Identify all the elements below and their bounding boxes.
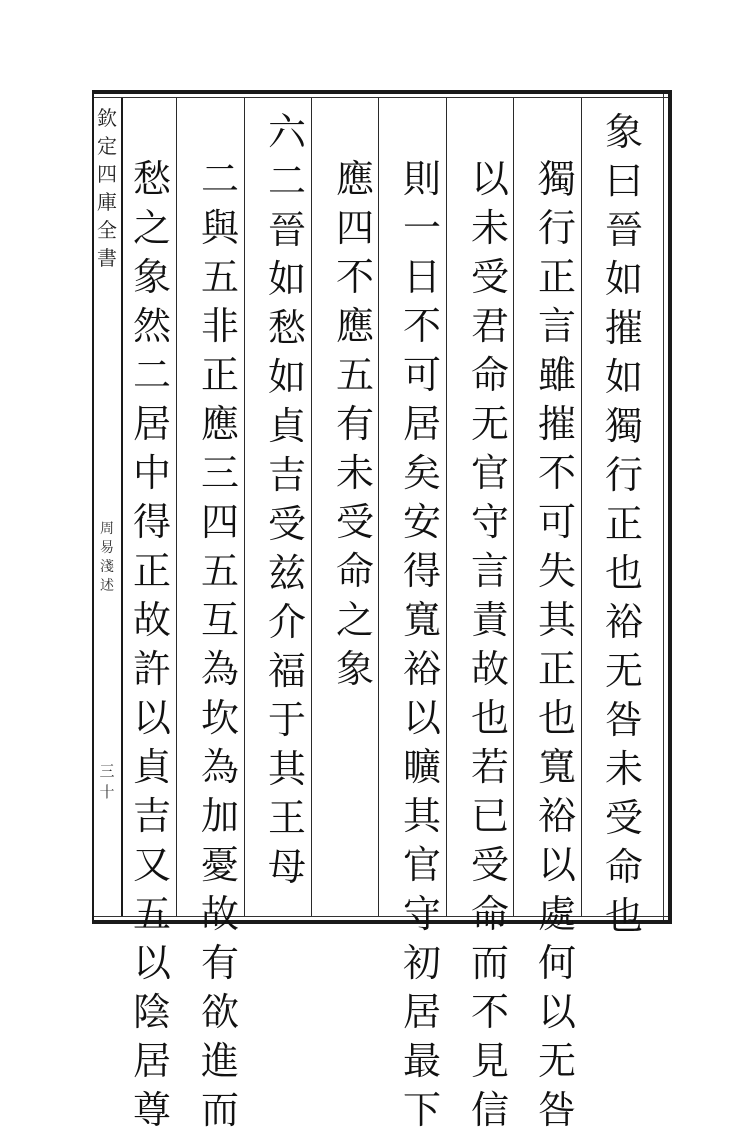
character: 五: [132, 892, 171, 936]
character: 二: [267, 159, 306, 203]
character: 其: [537, 598, 576, 642]
frame-bottom-inner-border: [92, 916, 672, 917]
character: 日: [402, 255, 441, 299]
character: 正: [132, 549, 171, 593]
character: 中: [132, 451, 171, 495]
character: 應: [200, 402, 239, 446]
character: 又: [132, 843, 171, 887]
character: 欽: [97, 106, 117, 130]
character: 象: [132, 255, 171, 299]
character: 不: [537, 451, 576, 495]
character: 然: [132, 304, 171, 348]
character: 不: [402, 304, 441, 348]
character: 君: [470, 304, 509, 348]
character: 其: [267, 747, 306, 791]
character: 可: [537, 500, 576, 544]
text-column-2: [535, 155, 579, 1135]
character: 摧: [604, 306, 643, 350]
character: 四: [335, 206, 374, 250]
character: 其: [402, 794, 441, 838]
column-rule: [513, 98, 514, 916]
character: 如: [604, 355, 643, 399]
frame-right-border: [668, 90, 672, 924]
character: 寬: [537, 745, 576, 789]
character: 未: [604, 747, 643, 791]
character: 下: [402, 1088, 441, 1132]
character: 五: [335, 353, 374, 397]
character: 加: [200, 794, 239, 838]
character: 五: [200, 549, 239, 593]
character: 官: [402, 843, 441, 887]
character: 咎: [537, 1088, 576, 1132]
character: 不: [470, 990, 509, 1034]
character: 四: [97, 162, 117, 186]
character: 責: [470, 598, 509, 642]
character: 六: [267, 110, 306, 154]
character: 言: [470, 549, 509, 593]
character: 无: [604, 649, 643, 693]
character: 貞: [267, 404, 306, 448]
character: 若: [470, 745, 509, 789]
character: 无: [470, 402, 509, 446]
character: 正: [604, 502, 643, 546]
character: 也: [604, 894, 643, 938]
character: 應: [335, 304, 374, 348]
character: 見: [470, 1039, 509, 1083]
character: 裕: [402, 647, 441, 691]
character: 行: [537, 206, 576, 250]
character: 而: [200, 1088, 239, 1132]
character: 如: [267, 257, 306, 301]
character: 獨: [604, 404, 643, 448]
character: 言: [537, 304, 576, 348]
character: 兹: [267, 551, 306, 595]
character: 居: [132, 402, 171, 446]
character: 正: [537, 647, 576, 691]
character: 行: [604, 453, 643, 497]
character: 互: [200, 598, 239, 642]
character: 命: [470, 892, 509, 936]
character: 故: [200, 892, 239, 936]
character: 介: [267, 600, 306, 644]
text-column-4: [400, 155, 444, 1135]
character: 正: [200, 353, 239, 397]
character: 不: [335, 255, 374, 299]
character: 福: [267, 649, 306, 693]
character: 裕: [604, 600, 643, 644]
character: 陰: [132, 990, 171, 1034]
character: 以: [402, 696, 441, 740]
character: 无: [537, 1039, 576, 1083]
character: 得: [402, 549, 441, 593]
section-title: [98, 520, 116, 596]
frame-top-border: [92, 90, 672, 94]
character: 欲: [200, 990, 239, 1034]
character: 以: [470, 157, 509, 201]
character: 為: [200, 647, 239, 691]
character: 未: [335, 451, 374, 495]
character: 有: [200, 941, 239, 985]
character: 晉: [267, 208, 306, 252]
column-rule: [378, 98, 379, 916]
frame-right-inner-border: [663, 94, 664, 920]
character: 三: [200, 451, 239, 495]
character: 曰: [604, 159, 643, 203]
character: 貞: [132, 745, 171, 789]
character: 最: [402, 1039, 441, 1083]
character: 何: [537, 941, 576, 985]
character: 而: [470, 941, 509, 985]
character: 以: [132, 941, 171, 985]
character: 庫: [97, 190, 117, 214]
character: 獨: [537, 157, 576, 201]
book-title: [96, 104, 118, 272]
character: 許: [132, 647, 171, 691]
character: 易: [100, 540, 114, 556]
character: 進: [200, 1039, 239, 1083]
character: 失: [537, 549, 576, 593]
character: 四: [200, 500, 239, 544]
character: 居: [402, 402, 441, 446]
character: 故: [470, 647, 509, 691]
character: 愁: [267, 306, 306, 350]
character: 受: [470, 255, 509, 299]
character: 為: [200, 745, 239, 789]
character: 已: [470, 794, 509, 838]
character: 也: [604, 551, 643, 595]
character: 摧: [537, 402, 576, 446]
character: 吉: [132, 794, 171, 838]
frame-top-inner-border: [92, 97, 672, 98]
margin-divider: [121, 98, 123, 916]
character: 處: [537, 892, 576, 936]
character: 則: [402, 157, 441, 201]
character: 二: [200, 157, 239, 201]
character: 書: [97, 246, 117, 270]
character: 可: [402, 353, 441, 397]
character: 未: [470, 206, 509, 250]
character: 尊: [132, 1088, 171, 1132]
character: 守: [402, 892, 441, 936]
character: 寬: [402, 598, 441, 642]
character: 咎: [604, 698, 643, 742]
character: 安: [402, 500, 441, 544]
text-column-3: [468, 155, 512, 1135]
character: 淺: [100, 559, 114, 575]
character: 憂: [200, 843, 239, 887]
character: 居: [402, 990, 441, 1034]
character: 命: [604, 845, 643, 889]
text-column-1: [602, 108, 646, 941]
character: 象: [335, 647, 374, 691]
character: 象: [604, 110, 643, 154]
character: 如: [604, 257, 643, 301]
frame-left-border: [92, 90, 94, 924]
character: 非: [200, 304, 239, 348]
character: 受: [267, 502, 306, 546]
character: 如: [267, 355, 306, 399]
character: 信: [470, 1088, 509, 1132]
character: 母: [267, 845, 306, 889]
character: 正: [537, 255, 576, 299]
frame-bottom-border: [92, 920, 672, 924]
character: 命: [470, 353, 509, 397]
character: 矣: [402, 451, 441, 495]
character: 以: [132, 696, 171, 740]
text-column-7: [198, 155, 242, 1135]
character: 應: [335, 157, 374, 201]
character: 之: [132, 206, 171, 250]
character: 有: [335, 402, 374, 446]
character: 周: [100, 521, 114, 537]
character: 初: [402, 941, 441, 985]
page-number: 三十: [99, 762, 115, 801]
character: 故: [132, 598, 171, 642]
character: 五: [200, 255, 239, 299]
text-column-8: [130, 155, 174, 1135]
character: 官: [470, 451, 509, 495]
character: 裕: [537, 794, 576, 838]
character: 曠: [402, 745, 441, 789]
character: 定: [97, 134, 117, 158]
character: 居: [132, 1039, 171, 1083]
column-rule: [311, 98, 312, 916]
character: 以: [537, 990, 576, 1034]
character: 雖: [537, 353, 576, 397]
character: 全: [97, 218, 117, 242]
character: 命: [335, 549, 374, 593]
character: 王: [267, 796, 306, 840]
character: 吉: [267, 453, 306, 497]
character: 以: [537, 843, 576, 887]
character: 守: [470, 500, 509, 544]
character: 述: [100, 578, 114, 594]
character: 也: [470, 696, 509, 740]
character: 一: [402, 206, 441, 250]
character: 受: [470, 843, 509, 887]
character: 得: [132, 500, 171, 544]
character: 也: [537, 696, 576, 740]
column-rule: [446, 98, 447, 916]
character: 于: [267, 698, 306, 742]
character: 受: [335, 500, 374, 544]
column-rule: [176, 98, 177, 916]
column-rule: [244, 98, 245, 916]
column-rule: [581, 98, 582, 916]
text-column-5: [333, 155, 377, 694]
character: 二: [132, 353, 171, 397]
character: 坎: [200, 696, 239, 740]
text-column-6: [265, 108, 309, 892]
character: 之: [335, 598, 374, 642]
character: 與: [200, 206, 239, 250]
character: 受: [604, 796, 643, 840]
character: 晉: [604, 208, 643, 252]
character: 愁: [132, 157, 171, 201]
